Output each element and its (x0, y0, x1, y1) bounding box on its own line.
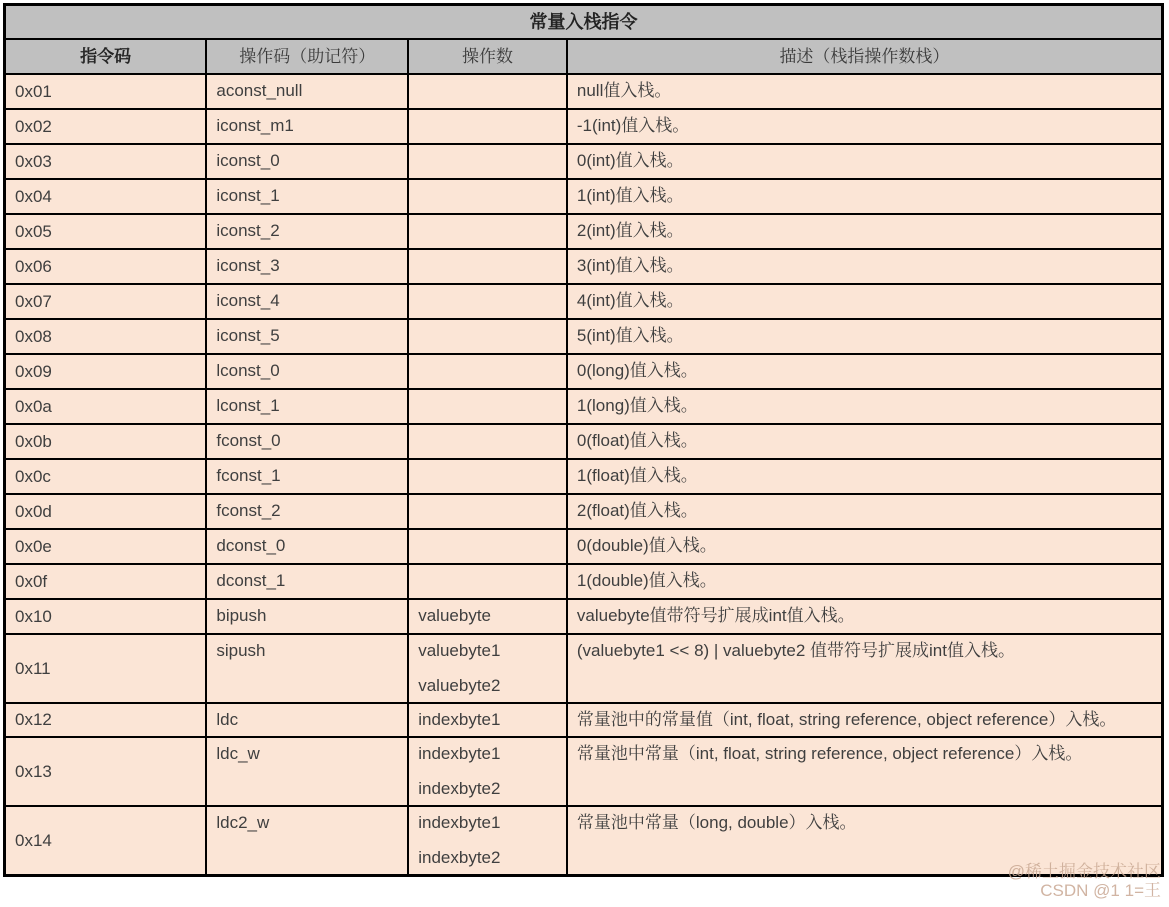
table-row (5, 737, 1163, 806)
cell-operands (408, 319, 567, 354)
table-row (5, 703, 1163, 737)
cell-operands: valuebyte1 valuebyte2 (408, 634, 567, 703)
cell-mnemonic: iconst_3 (206, 249, 408, 284)
cell-operands (408, 389, 567, 424)
table-row (5, 424, 1163, 459)
cell-mnemonic: iconst_m1 (206, 109, 408, 144)
cell-instruction-code: 0x01 (5, 74, 207, 109)
table-row (5, 284, 1163, 319)
cell-mnemonic: iconst_5 (206, 319, 408, 354)
cell-instruction-code: 0x0f (5, 564, 207, 599)
cell-instruction-code: 0x10 (5, 599, 207, 634)
cell-instruction-code: 0x0a (5, 389, 207, 424)
table-row (5, 214, 1163, 249)
cell-instruction-code: 0x06 (5, 249, 207, 284)
cell-instruction-code: 0x0c (5, 459, 207, 494)
table-row (5, 564, 1163, 599)
cell-operands: indexbyte1 indexbyte2 (408, 806, 567, 876)
cell-description: 常量池中常量（long, double）入栈。 (567, 806, 1163, 876)
column-header-operand: 操作数 (408, 39, 567, 74)
watermark-line-2: CSDN @1 1=王 (1040, 881, 1161, 900)
cell-description: (valuebyte1 << 8) | valuebyte2 值带符号扩展成int值入栈。 (567, 634, 1163, 703)
cell-description: 1(float)值入栈。 (567, 459, 1163, 494)
cell-description: 1(long)值入栈。 (567, 389, 1163, 424)
cell-instruction-code: 0x0b (5, 424, 207, 459)
table-row (5, 249, 1163, 284)
cell-description: 3(int)值入栈。 (567, 249, 1163, 284)
table-header-row (5, 39, 1163, 74)
cell-operands (408, 179, 567, 214)
cell-mnemonic: fconst_2 (206, 494, 408, 529)
cell-description: 0(long)值入栈。 (567, 354, 1163, 389)
cell-description: valuebyte值带符号扩展成int值入栈。 (567, 599, 1163, 634)
cell-mnemonic: ldc2_w (206, 806, 408, 876)
watermark-line-1: @稀土掘金技术社区 (1007, 862, 1161, 881)
cell-instruction-code: 0x08 (5, 319, 207, 354)
cell-instruction-code: 0x09 (5, 354, 207, 389)
cell-operands (408, 109, 567, 144)
cell-description: 0(double)值入栈。 (567, 529, 1163, 564)
table-row (5, 806, 1163, 876)
cell-instruction-code: 0x03 (5, 144, 207, 179)
cell-description: 0(float)值入栈。 (567, 424, 1163, 459)
cell-mnemonic: iconst_1 (206, 179, 408, 214)
table-row (5, 494, 1163, 529)
table-row (5, 144, 1163, 179)
cell-operands (408, 74, 567, 109)
cell-instruction-code: 0x14 (5, 806, 207, 876)
cell-mnemonic: ldc_w (206, 737, 408, 806)
cell-mnemonic: sipush (206, 634, 408, 703)
cell-description: 1(int)值入栈。 (567, 179, 1163, 214)
cell-description: 0(int)值入栈。 (567, 144, 1163, 179)
cell-operands (408, 564, 567, 599)
cell-mnemonic: iconst_4 (206, 284, 408, 319)
table-row (5, 529, 1163, 564)
cell-mnemonic: ldc (206, 703, 408, 737)
cell-mnemonic: iconst_0 (206, 144, 408, 179)
table-title: 常量入栈指令 (5, 5, 1163, 40)
cell-instruction-code: 0x07 (5, 284, 207, 319)
cell-operands (408, 249, 567, 284)
cell-operands (408, 494, 567, 529)
table-row (5, 634, 1163, 703)
cell-description: 4(int)值入栈。 (567, 284, 1163, 319)
table-row (5, 459, 1163, 494)
cell-description: 2(int)值入栈。 (567, 214, 1163, 249)
cell-operands: indexbyte1 indexbyte2 (408, 737, 567, 806)
table-row (5, 179, 1163, 214)
table-row (5, 74, 1163, 109)
cell-instruction-code: 0x02 (5, 109, 207, 144)
cell-mnemonic: fconst_1 (206, 459, 408, 494)
cell-instruction-code: 0x13 (5, 737, 207, 806)
cell-description: 5(int)值入栈。 (567, 319, 1163, 354)
column-header-code: 指令码 (5, 39, 207, 74)
table-row (5, 599, 1163, 634)
table-row (5, 319, 1163, 354)
cell-operands (408, 529, 567, 564)
cell-mnemonic: lconst_0 (206, 354, 408, 389)
cell-description: 1(double)值入栈。 (567, 564, 1163, 599)
cell-description: -1(int)值入栈。 (567, 109, 1163, 144)
table-row (5, 354, 1163, 389)
cell-mnemonic: dconst_1 (206, 564, 408, 599)
column-header-mnemonic: 操作码（助记符） (206, 39, 408, 74)
instruction-table (3, 3, 1164, 877)
table-title-row (5, 5, 1163, 40)
table-row (5, 389, 1163, 424)
cell-instruction-code: 0x0d (5, 494, 207, 529)
cell-operands (408, 354, 567, 389)
cell-mnemonic: bipush (206, 599, 408, 634)
cell-mnemonic: dconst_0 (206, 529, 408, 564)
cell-instruction-code: 0x0e (5, 529, 207, 564)
cell-description: 常量池中的常量值（int, float, string reference, object reference）入栈。 (567, 703, 1163, 737)
cell-operands (408, 459, 567, 494)
cell-instruction-code: 0x05 (5, 214, 207, 249)
cell-operands: valuebyte (408, 599, 567, 634)
cell-description: null值入栈。 (567, 74, 1163, 109)
cell-mnemonic: aconst_null (206, 74, 408, 109)
cell-instruction-code: 0x04 (5, 179, 207, 214)
cell-mnemonic: lconst_1 (206, 389, 408, 424)
cell-instruction-code: 0x11 (5, 634, 207, 703)
cell-operands (408, 424, 567, 459)
column-header-description: 描述（栈指操作数栈） (567, 39, 1163, 74)
cell-description: 2(float)值入栈。 (567, 494, 1163, 529)
cell-instruction-code: 0x12 (5, 703, 207, 737)
cell-mnemonic: fconst_0 (206, 424, 408, 459)
cell-operands (408, 284, 567, 319)
cell-description: 常量池中常量（int, float, string reference, object reference）入栈。 (567, 737, 1163, 806)
table-body (5, 74, 1163, 876)
cell-operands: indexbyte1 (408, 703, 567, 737)
cell-operands (408, 144, 567, 179)
table-row (5, 109, 1163, 144)
cell-operands (408, 214, 567, 249)
cell-mnemonic: iconst_2 (206, 214, 408, 249)
